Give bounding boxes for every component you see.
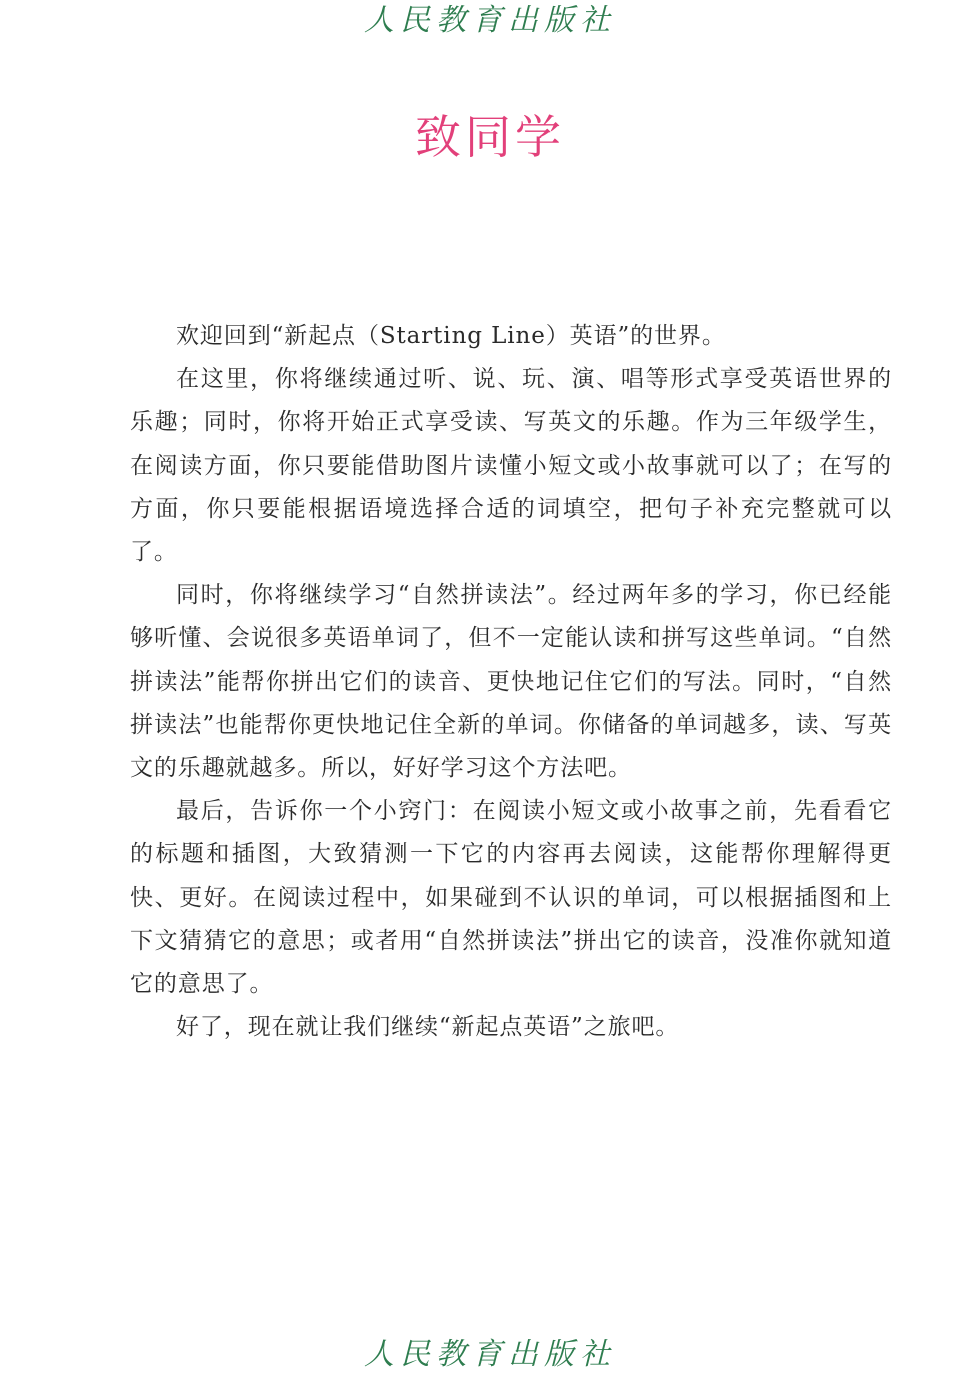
- paragraph-reading-writing: 在这里，你将继续通过听、说、玩、演、唱等形式享受英语世界的乐趣；同时，你将开始正式享受读、写英文的乐趣。作为三年级学生，在阅读方面，你只要能借助图片读懂小短文或小故事就可以了；在写的方面，你只要能根据语境选择合适的词填空，把句子补充完整就可以了。: [130, 366, 892, 566]
- paragraph-closing: 好了，现在就让我们继续“新起点英语”之旅吧。: [176, 1014, 680, 1041]
- paragraph-welcome: 欢迎回到“新起点（Starting Line）英语”的世界。: [176, 323, 726, 349]
- letter-body: [130, 315, 892, 1049]
- paragraph-tips: 最后，告诉你一个小窍门：在阅读小短文或小故事之前，先看看它的标题和插图，大致猜测一下它的内容再去阅读，这能帮你理解得更快、更好。在阅读过程中，如果碰到不认识的单词，可以根据插图和上下文猜猜它的意思；或者用“自然拼读法”拼出它的读音，没准你就知道它的意思了。: [130, 798, 892, 998]
- page-title: 致同学: [415, 110, 565, 164]
- publisher-logo-bottom: 人民教育出版社: [364, 1337, 616, 1372]
- publisher-logo-top: 人民教育出版社: [364, 3, 616, 38]
- paragraph-phonics: 同时，你将继续学习“自然拼读法”。经过两年多的学习，你已经能够听懂、会说很多英语单词了，但不一定能认读和拼写这些单词。“自然拼读法”能帮你拼出它们的读音、更快地记住它们的写法。同时，“自然拼读法”也能帮你更快地记住全新的单词。你储备的单词越多，读、写英文的乐趣就越多。所以，好好学习这个方法吧。: [130, 582, 892, 782]
